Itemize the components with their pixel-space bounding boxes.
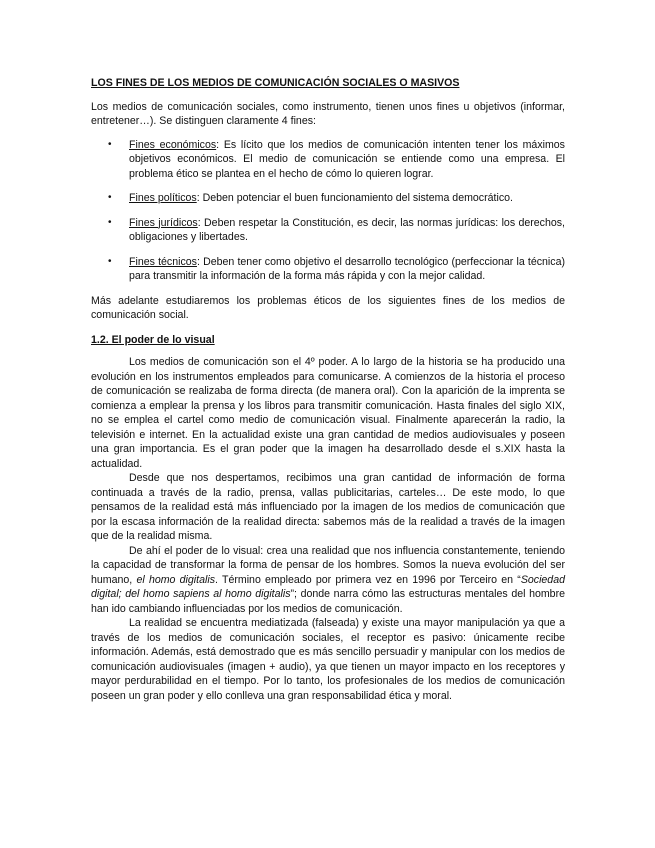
list-item — [91, 138, 565, 182]
bullet-icon: • — [108, 216, 112, 228]
document-title: LOS FINES DE LOS MEDIOS DE COMUNICACIÓN SOCIALES O MASIVOS — [91, 77, 460, 89]
paragraph-text: . Término empleado por primera vez en 1996 por Terceiro en “ — [215, 573, 521, 586]
document-body — [91, 76, 565, 703]
section-paragraph-2: Desde que nos despertamos, recibimos una gran cantidad de información de forma continuada a través de la radio, prensa, vallas publicitarias, carteles… De este modo, lo que pensamos de la realidad está más influenciado por la imagen de los medios de comunicación que por la escasa información de la realidad directa: sabemos más de la realidad a través de la imagen que de la realidad misma. — [91, 472, 565, 542]
paragraph-text: ”; donde narra cómo las estructuras mentales del hombre han ido cambiando influenciadas por los medios de comunicación. — [91, 588, 565, 615]
section-paragraph-1: Los medios de comunicación son el 4º poder. A lo largo de la historia se ha producido una evolución en los instrumentos empleados para comunicarse. A comienzos de la historia el proceso de comunicación se realizaba de forma directa (de manera oral). Con la aparición de la imprenta se comienza a emplear la prensa y los libros para transmitir comunicación. Hasta finales del siglo XIX, no se emplea el cartel como medio de comunicación visual. Finalmente aparecerán la radio, la televisión e internet. En la actualidad existe una gran cantidad de medios audiovisuales y poseen una gran importancia. Es el gran poder que la imagen ha desarrollado desde el s.XIX hasta la actualidad. — [91, 356, 565, 470]
fines-list — [91, 138, 565, 284]
section-paragraph-3 — [91, 544, 565, 617]
paragraph-text: De ahí el poder de lo visual: crea una realidad que nos influencia constantemente, teniendo la capacidad de transformar la forma de pensar de los hombres. Somos la nueva evolución del ser humano, — [91, 544, 565, 586]
fin-term: Fines económicos — [129, 138, 217, 151]
fin-description: : Deben respetar la Constitución, es decir, las normas jurídicas: los derechos, obligaciones y libertades. — [129, 216, 566, 243]
bullet-icon: • — [108, 255, 112, 267]
list-item — [91, 255, 565, 284]
fin-description: : Es lícito que los medios de comunicación intenten tener los máximos objetivos económicos. El medio de comunicación se entiende como una empresa. El problema ético se plantea en el hecho de cómo lo quieren lograr. — [129, 138, 565, 180]
section-paragraph-4: La realidad se encuentra mediatizada (falseada) y existe una mayor manipulación ya que a través de los medios de comunicación sociales, el receptor es pasivo: únicamente recibe información. Además, está demostrado que es más sencillo persuadir y manipular con los medios de comunicación audiovisuales (imagen + audio), ya que tienen un mayor impacto en los receptores y mayor perdurabilidad en el tiempo. Por lo tanto, los profesionales de los medios de comunicación poseen un gran poder y ello conlleva una gran responsabilidad ética y moral. — [91, 617, 565, 702]
intro-paragraph: Los medios de comunicación sociales, como instrumento, tienen unos fines u objetivos (informar, entretener…). Se distinguen claramente 4 fines: — [91, 100, 565, 127]
after-list-paragraph: Más adelante estudiaremos los problemas éticos de los siguientes fines de los medios de comunicación social. — [91, 294, 565, 321]
bullet-icon: • — [108, 192, 112, 203]
bullet-icon: • — [108, 138, 112, 150]
fin-term: Fines políticos — [129, 192, 197, 204]
section-title: 1.2. El poder de lo visual — [91, 333, 215, 346]
fin-description: : Deben tener como objetivo el desarrollo tecnológico (perfeccionar la técnica) para transmitir la información de la forma más rápida y con la mejor calidad. — [129, 255, 565, 282]
fin-term: Fines técnicos — [129, 255, 197, 268]
list-item — [91, 216, 565, 245]
italic-term: el homo digitalis — [136, 573, 215, 586]
fin-description: : Deben potenciar el buen funcionamiento del sistema democrático. — [196, 192, 513, 204]
list-item — [91, 191, 565, 206]
fin-term: Fines jurídicos — [129, 216, 198, 229]
book-title: Sociedad digital; del homo sapiens al homo digitalis — [91, 573, 565, 600]
